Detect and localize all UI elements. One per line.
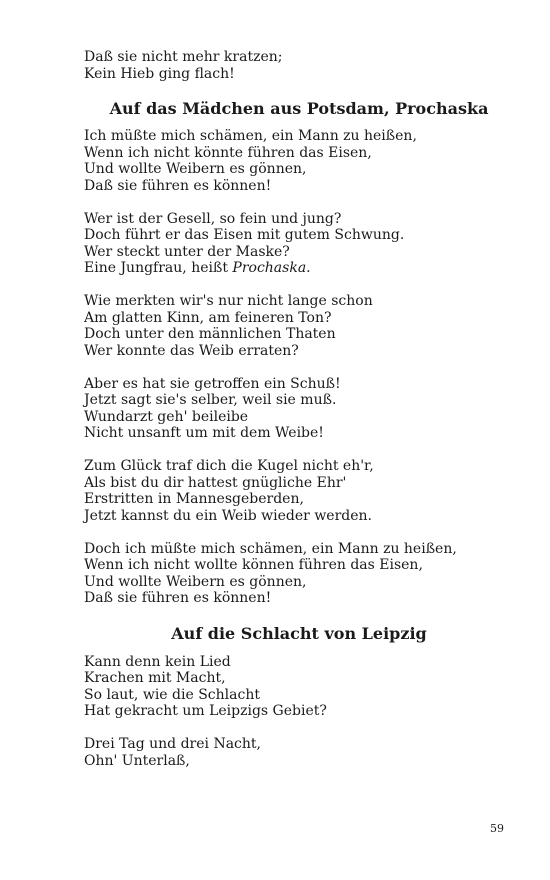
verse-line: Wenn ich nicht wollte können führen das Eisen,	[84, 557, 423, 573]
verse-line	[84, 260, 514, 277]
verse-line: Zum Glück traf dich die Kugel nicht eh'r,	[84, 458, 374, 474]
verse-line: Ich müßte mich schämen, ein Mann zu heißen,	[84, 128, 417, 144]
verse-line: Doch unter den männlichen Thaten	[84, 326, 336, 342]
verse-line: Doch ich müßte mich schämen, ein Mann zu heißen,	[84, 540, 457, 557]
verse-line: Doch führt er das Eisen mit gutem Schwung.	[84, 227, 405, 243]
verse-line: Und wollte Weibern es gönnen,	[84, 573, 307, 590]
verse-line: Daß sie nicht mehr kratzen;	[84, 49, 283, 65]
carryover-stanza	[84, 49, 514, 82]
verse-line: Wer konnte das Weib erraten?	[84, 342, 299, 359]
verse-line: Jetzt kannst du ein Weib wieder werden.	[84, 507, 372, 524]
stanza	[84, 293, 514, 359]
verse-line: Daß sie führen es können!	[84, 590, 272, 606]
verse-line: Kein Hieb ging flach!	[84, 65, 235, 82]
verse-line: Ohn' Unterlaß,	[84, 752, 190, 769]
poem-title: Auf die Schlacht von Leipzig	[171, 623, 427, 643]
verse-line: Wer ist der Gesell, so fein und jung?	[84, 210, 342, 227]
verse-line: Drei Tag und drei Nacht,	[84, 736, 261, 752]
verse-line: Wenn ich nicht könnte führen das Eisen,	[84, 144, 372, 161]
verse-line: Krachen mit Macht,	[84, 670, 226, 686]
stanza	[84, 128, 514, 194]
verse-line: So laut, wie die Schlacht	[84, 686, 260, 703]
stanza	[84, 736, 514, 769]
verse-line: Am glatten Kinn, am feineren Ton?	[84, 309, 332, 326]
name-emphasis: Prochaska.	[232, 260, 311, 276]
verse-line: Daß sie führen es können!	[84, 177, 272, 194]
poem-title: Auf das Mädchen aus Potsdam, Prochaska	[109, 99, 489, 118]
verse-line: Als bist du dir hattest gnügliche Ehr'	[84, 474, 347, 491]
verse-line: Nicht unsanft um mit dem Weibe!	[84, 425, 324, 441]
verse-line: Hat gekracht um Leipzigs Gebiet?	[84, 703, 327, 719]
stanza	[84, 541, 514, 607]
verse-text: Eine Jungfrau, heißt	[84, 260, 233, 276]
verse-line: Wer steckt unter der Maske?	[84, 243, 290, 260]
verse-line: Jetzt sagt sie's selber, weil sie muß.	[84, 392, 337, 408]
text-block	[84, 49, 514, 769]
verse-line: Und wollte Weibern es gönnen,	[84, 161, 307, 177]
page-number: 59	[490, 822, 504, 835]
stanza	[84, 376, 514, 442]
verse-line: Wundarzt geh' beileibe	[84, 408, 249, 425]
verse-line: Erstritten in Mannesgeberden,	[84, 491, 304, 507]
verse-line: Aber es hat sie getroffen ein Schuß!	[84, 375, 341, 392]
stanza	[84, 654, 514, 720]
stanza	[84, 458, 514, 524]
verse-line: Wie merkten wir's nur nicht lange schon	[84, 293, 373, 309]
verse-line: Kann denn kein Lied	[84, 653, 231, 670]
stanza	[84, 211, 514, 277]
